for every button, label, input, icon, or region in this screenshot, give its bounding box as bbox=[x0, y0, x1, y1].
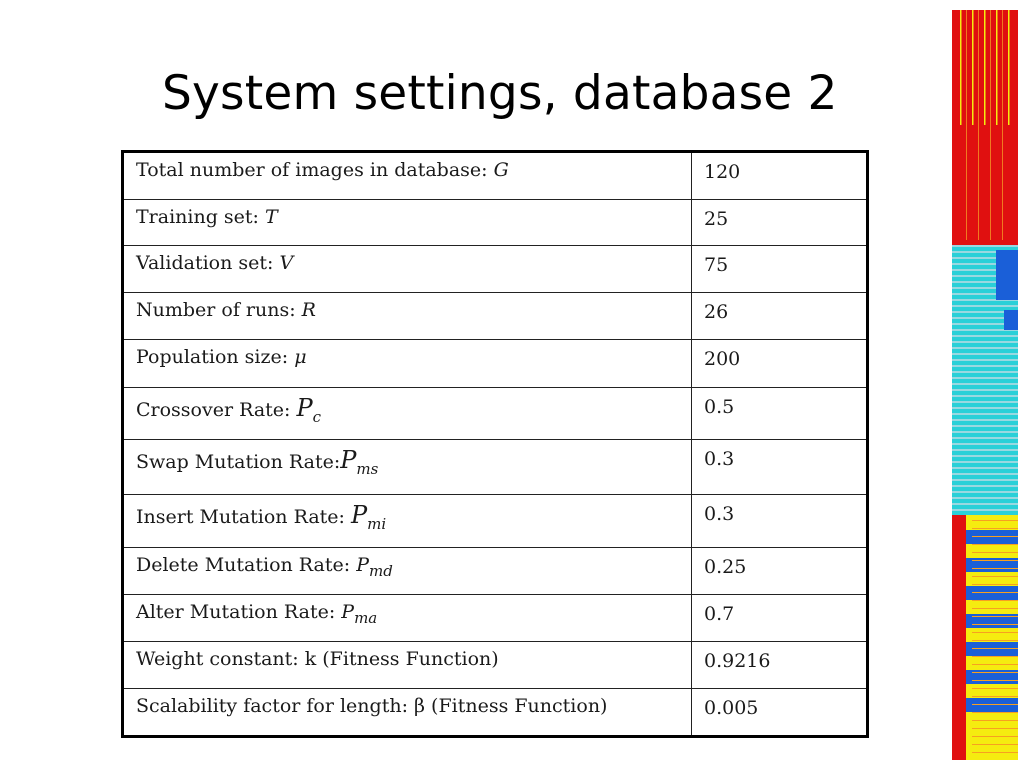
param-value: 0.5 bbox=[704, 396, 735, 418]
param-symbol: R bbox=[301, 299, 316, 321]
param-symbol: V bbox=[279, 252, 294, 274]
value-cell bbox=[692, 595, 868, 642]
sidebar-stripe bbox=[952, 425, 1018, 427]
sidebar-stripe bbox=[952, 245, 1018, 247]
param-cell bbox=[123, 595, 692, 642]
param-label: Weight constant: k (Fitness Function) bbox=[136, 648, 499, 670]
value-cell bbox=[692, 246, 868, 293]
decorative-sidebar-image bbox=[952, 10, 1018, 760]
value-cell bbox=[692, 152, 868, 200]
table-row bbox=[123, 388, 868, 440]
value-cell bbox=[692, 689, 868, 737]
value-cell bbox=[692, 642, 868, 689]
sidebar-stripe bbox=[972, 584, 1018, 585]
param-cell bbox=[123, 293, 692, 340]
sidebar-stripe bbox=[972, 664, 1018, 665]
sidebar-stripe bbox=[972, 624, 1018, 625]
sidebar-stripe bbox=[972, 568, 1018, 569]
table-row bbox=[123, 200, 868, 246]
sidebar-stripe bbox=[972, 648, 1018, 649]
sidebar-stripe bbox=[952, 449, 1018, 451]
table-row bbox=[123, 495, 868, 548]
table-row bbox=[123, 340, 868, 388]
value-cell bbox=[692, 293, 868, 340]
param-cell bbox=[123, 689, 692, 737]
sidebar-stripe bbox=[952, 443, 1018, 445]
sidebar-stripe bbox=[952, 509, 1018, 511]
table-row bbox=[123, 689, 868, 737]
sidebar-stripe bbox=[972, 744, 1018, 745]
sidebar-stripe bbox=[972, 688, 1018, 689]
sidebar-stripe bbox=[952, 377, 1018, 379]
param-value: 26 bbox=[704, 301, 729, 323]
value-cell bbox=[692, 200, 868, 246]
sidebar-stripe bbox=[1008, 10, 1010, 125]
sidebar-stripe bbox=[952, 479, 1018, 481]
param-value: 0.7 bbox=[704, 603, 735, 625]
sidebar-stripe bbox=[952, 389, 1018, 391]
param-label: Training set: bbox=[136, 206, 265, 228]
param-symbol: μ bbox=[294, 346, 307, 368]
sidebar-stripe bbox=[972, 608, 1018, 609]
param-symbol: $P_{md}$ bbox=[356, 554, 393, 580]
param-label: Total number of images in database: bbox=[136, 159, 494, 181]
sidebar-stripe bbox=[952, 515, 966, 760]
sidebar-stripe bbox=[952, 335, 1018, 337]
sidebar-stripe bbox=[952, 485, 1018, 487]
param-label: Validation set: bbox=[136, 252, 280, 274]
sidebar-stripe bbox=[952, 359, 1018, 361]
slide-title: System settings, database 2 bbox=[162, 66, 838, 121]
sidebar-stripe bbox=[972, 528, 1018, 529]
param-value: 75 bbox=[704, 254, 729, 276]
param-value: 25 bbox=[704, 208, 729, 230]
sidebar-stripe bbox=[972, 704, 1018, 705]
sidebar-stripe bbox=[972, 720, 1018, 721]
sidebar-stripe bbox=[952, 431, 1018, 433]
param-value: 0.9216 bbox=[704, 650, 771, 672]
param-symbol: T bbox=[264, 206, 278, 228]
sidebar-stripe bbox=[972, 640, 1018, 641]
param-cell bbox=[123, 642, 692, 689]
sidebar-stripe bbox=[972, 728, 1018, 729]
param-cell bbox=[123, 340, 692, 388]
sidebar-stripe bbox=[978, 10, 979, 240]
sidebar-stripe bbox=[952, 497, 1018, 499]
param-symbol: $P_c$ bbox=[296, 394, 322, 426]
param-value: 0.005 bbox=[704, 697, 759, 719]
table-row bbox=[123, 293, 868, 340]
sidebar-stripe bbox=[952, 353, 1018, 355]
sidebar-stripe bbox=[972, 560, 1018, 561]
sidebar-stripe bbox=[972, 544, 1018, 545]
sidebar-stripe bbox=[972, 632, 1018, 633]
sidebar-stripe bbox=[972, 592, 1018, 593]
sidebar-stripe bbox=[1002, 10, 1003, 240]
param-cell bbox=[123, 246, 692, 293]
param-cell bbox=[123, 495, 692, 548]
sidebar-stripe bbox=[972, 680, 1018, 681]
table-row bbox=[123, 152, 868, 200]
value-cell bbox=[692, 440, 868, 495]
sidebar-stripe bbox=[966, 10, 967, 240]
sidebar-stripe bbox=[972, 752, 1018, 753]
sidebar-stripe bbox=[972, 656, 1018, 657]
sidebar-stripe bbox=[952, 407, 1018, 409]
sidebar-stripe bbox=[952, 503, 1018, 505]
sidebar-stripe bbox=[952, 419, 1018, 421]
param-symbol: $P_{ma}$ bbox=[341, 601, 378, 627]
param-value: 0.3 bbox=[704, 448, 735, 470]
sidebar-stripe bbox=[952, 401, 1018, 403]
param-cell bbox=[123, 200, 692, 246]
sidebar-stripe bbox=[972, 736, 1018, 737]
table-row bbox=[123, 440, 868, 495]
table-row bbox=[123, 548, 868, 595]
param-label: Alter Mutation Rate: bbox=[136, 601, 342, 623]
sidebar-stripe bbox=[952, 491, 1018, 493]
sidebar-stripe bbox=[972, 712, 1018, 713]
param-label: Crossover Rate: bbox=[136, 399, 297, 421]
settings-table bbox=[121, 150, 869, 738]
table-row bbox=[123, 595, 868, 642]
sidebar-stripe bbox=[952, 365, 1018, 367]
sidebar-stripe bbox=[952, 347, 1018, 349]
sidebar-stripe bbox=[952, 413, 1018, 415]
sidebar-stripe bbox=[952, 371, 1018, 373]
param-cell bbox=[123, 548, 692, 595]
sidebar-stripe bbox=[952, 437, 1018, 439]
param-label: Insert Mutation Rate: bbox=[136, 506, 351, 528]
sidebar-stripe bbox=[972, 552, 1018, 553]
param-symbol: $P_{mi}$ bbox=[350, 501, 387, 533]
param-label: Delete Mutation Rate: bbox=[136, 554, 357, 576]
table-row bbox=[123, 642, 868, 689]
sidebar-stripe bbox=[972, 696, 1018, 697]
sidebar-stripe bbox=[952, 305, 1018, 307]
param-value: 120 bbox=[704, 161, 741, 183]
param-label: Scalability factor for length: β (Fitness Function) bbox=[136, 695, 608, 717]
param-cell bbox=[123, 388, 692, 440]
value-cell bbox=[692, 388, 868, 440]
value-cell bbox=[692, 548, 868, 595]
param-symbol: G bbox=[493, 159, 509, 181]
param-value: 200 bbox=[704, 348, 741, 370]
sidebar-stripe bbox=[952, 395, 1018, 397]
param-value: 0.25 bbox=[704, 556, 747, 578]
param-label: Swap Mutation Rate: bbox=[136, 451, 341, 473]
value-cell bbox=[692, 495, 868, 548]
value-cell bbox=[692, 340, 868, 388]
sidebar-stripe bbox=[972, 10, 974, 125]
param-value: 0.3 bbox=[704, 503, 735, 525]
sidebar-stripe bbox=[952, 473, 1018, 475]
sidebar-stripe bbox=[972, 672, 1018, 673]
sidebar-stripe bbox=[972, 520, 1018, 521]
sidebar-stripe bbox=[952, 383, 1018, 385]
sidebar-stripe bbox=[972, 600, 1018, 601]
sidebar-stripe bbox=[972, 616, 1018, 617]
param-cell bbox=[123, 440, 692, 495]
sidebar-stripe bbox=[984, 10, 986, 125]
sidebar-stripe bbox=[996, 250, 1018, 300]
param-label: Population size: bbox=[136, 346, 295, 368]
param-symbol: $P_{ms}$ bbox=[340, 446, 379, 478]
sidebar-stripe bbox=[972, 576, 1018, 577]
sidebar-stripe bbox=[960, 10, 962, 125]
sidebar-stripe bbox=[996, 10, 998, 125]
sidebar-stripe bbox=[952, 341, 1018, 343]
sidebar-stripe bbox=[990, 10, 991, 240]
table-row bbox=[123, 246, 868, 293]
sidebar-stripe bbox=[1004, 310, 1018, 330]
sidebar-stripe bbox=[952, 467, 1018, 469]
param-cell bbox=[123, 152, 692, 200]
sidebar-stripe bbox=[952, 455, 1018, 457]
param-label: Number of runs: bbox=[136, 299, 302, 321]
sidebar-stripe bbox=[952, 461, 1018, 463]
sidebar-stripe bbox=[972, 536, 1018, 537]
